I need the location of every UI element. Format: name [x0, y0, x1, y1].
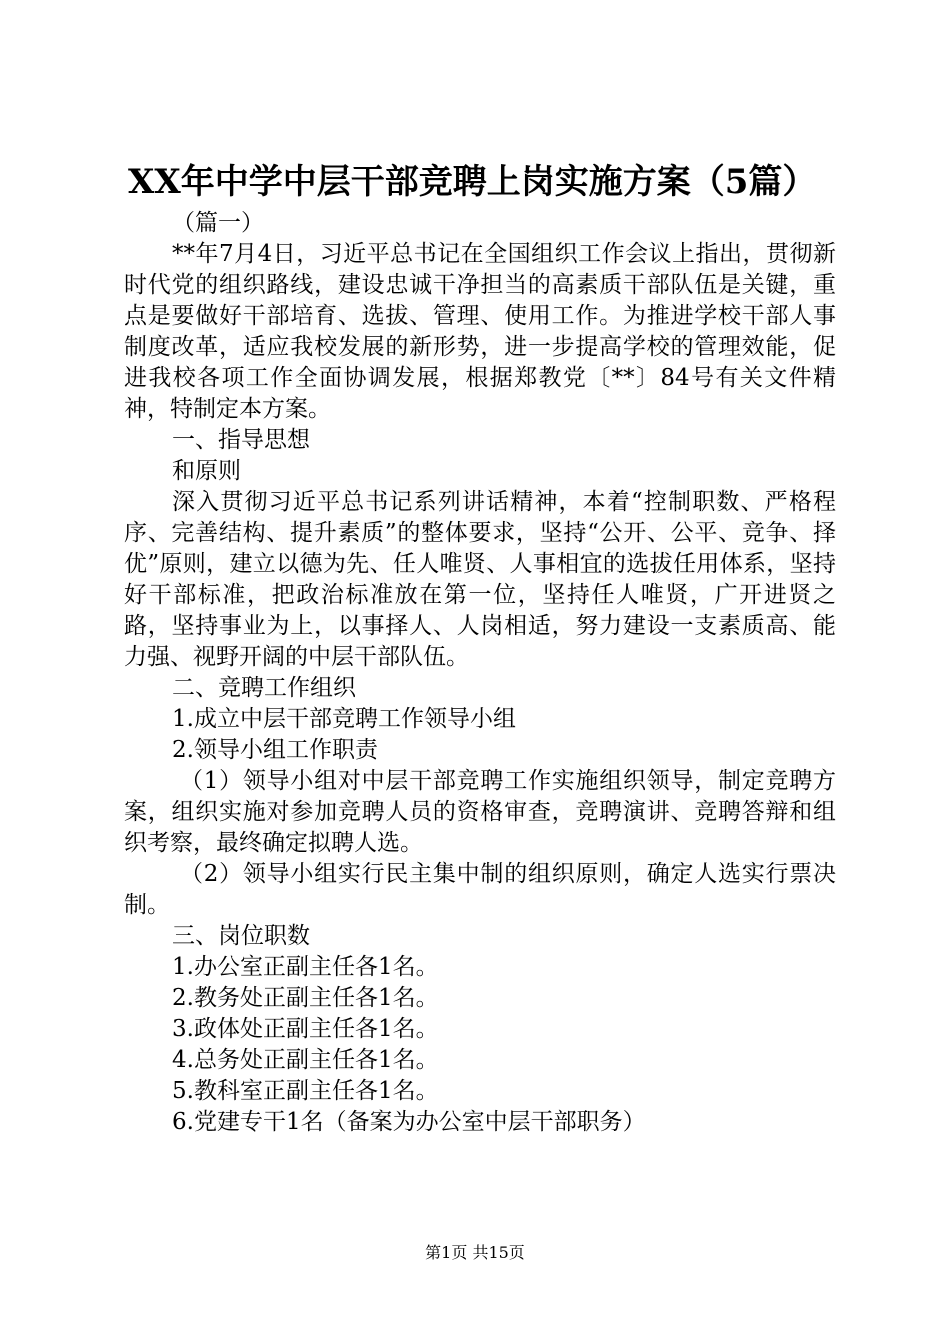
- list-item-position: 1.办公室正副主任各1名。: [172, 954, 439, 980]
- paragraph-duty-1: （1）领导小组对中层干部竞聘工作实施组织领导，制定竞聘方案，组织实施对参加竞聘人员的资格审查，竞聘演讲、竞聘答辩和组织考察，最终确定拟聘人选。: [124, 768, 836, 856]
- heading-organization: 二、竞聘工作组织: [172, 675, 356, 701]
- paragraph-principles: 深入贯彻习近平总书记系列讲话精神，本着“控制职数、严格程序、完善结构、提升素质”的整体要求，坚持“公开、公平、竞争、择优”原则，建立以德为先、任人唯贤、人事相宜的选拔任用体系，坚持好干部标准，把政治标准放在第一位，坚持任人唯贤，广开进贤之路，坚持事业为上，以事择人、人岗相适，努力建设一支素质高、能力强、视野开阔的中层干部队伍。: [124, 489, 836, 670]
- section-label-part-one: （篇一）: [172, 210, 264, 236]
- list-item-position: 6.党建专干1名（备案为办公室中层干部职务）: [172, 1109, 646, 1135]
- document-body: [124, 208, 836, 1138]
- paragraph-intro: **年7月4日，习近平总书记在全国组织工作会议上指出，贯彻新时代党的组织路线，建设忠诚干净担当的高素质干部队伍是关键，重点是要做好干部培育、选拔、管理、使用工作。为推进学校干部人事制度改革，适应我校发展的新形势，进一步提高学校的管理效能，促进我校各项工作全面协调发展，根据郑教党〔**〕84号有关文件精神，特制定本方案。: [124, 241, 836, 422]
- heading-guiding-thought: 一、指导思想: [172, 427, 310, 453]
- heading-positions: 三、岗位职数: [172, 923, 310, 949]
- list-item-position: 2.教务处正副主任各1名。: [172, 985, 439, 1011]
- list-item-position: 4.总务处正副主任各1名。: [172, 1047, 439, 1073]
- list-item-leadership-group: 1.成立中层干部竞聘工作领导小组: [172, 706, 516, 732]
- list-item-group-duties: 2.领导小组工作职责: [172, 737, 378, 763]
- page-number: 第1页 共15页: [425, 1243, 525, 1262]
- list-item-position: 3.政体处正副主任各1名。: [172, 1016, 439, 1042]
- list-item-position: 5.教科室正副主任各1名。: [172, 1078, 439, 1104]
- paragraph-duty-2: （2）领导小组实行民主集中制的组织原则，确定人选实行票决制。: [124, 861, 836, 918]
- document-title: XX年中学中层干部竞聘上岗实施方案（5篇）: [128, 162, 817, 202]
- heading-principles: 和原则: [172, 458, 241, 484]
